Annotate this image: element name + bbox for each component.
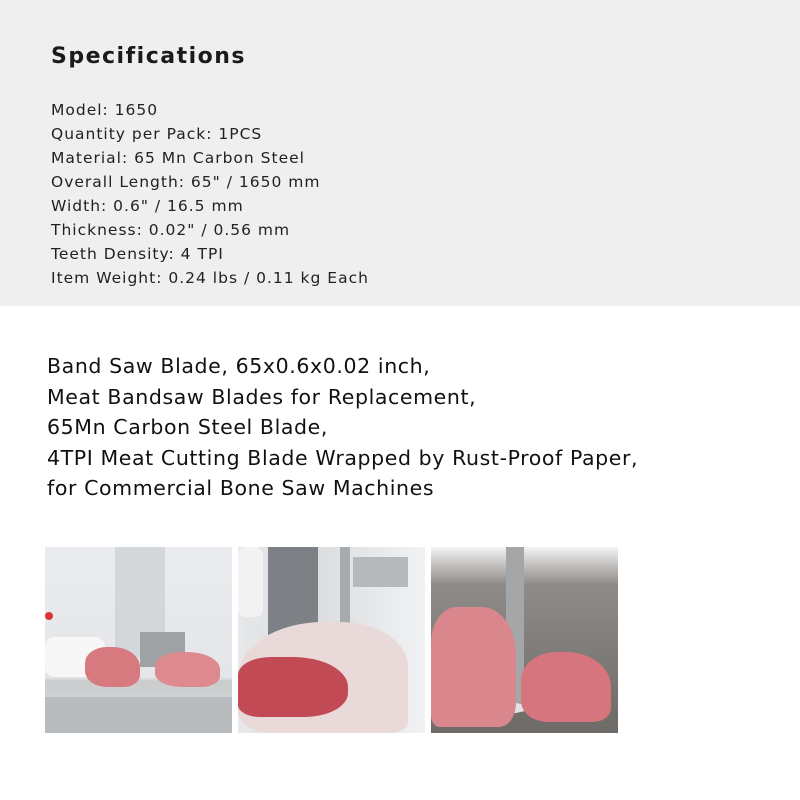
description-line: for Commercial Bone Saw Machines <box>47 476 435 500</box>
spec-material: Material: 65 Mn Carbon Steel <box>51 149 305 167</box>
spec-length: Overall Length: 65" / 1650 mm <box>51 173 321 191</box>
spec-thickness: Thickness: 0.02" / 0.56 mm <box>51 221 291 239</box>
specifications-list <box>51 98 369 290</box>
photo-bandsaw-machine <box>45 547 232 733</box>
photo-cutting-bone <box>238 547 425 733</box>
spec-width: Width: 0.6" / 16.5 mm <box>51 197 244 215</box>
spec-weight: Item Weight: 0.24 lbs / 0.11 kg Each <box>51 269 369 287</box>
spec-model: Model: 1650 <box>51 101 159 119</box>
specifications-title: Specifications <box>51 44 247 69</box>
description-line: 65Mn Carbon Steel Blade, <box>47 415 328 439</box>
description-line: Meat Bandsaw Blades for Replacement, <box>47 384 477 409</box>
description-line: Band Saw Blade, 65x0.6x0.02 inch, <box>47 354 431 378</box>
photo-blade-closeup <box>431 547 618 733</box>
spec-quantity: Quantity per Pack: 1PCS <box>51 125 263 143</box>
description-line: 4TPI Meat Cutting Blade Wrapped by Rust-Proof Paper, <box>47 445 639 470</box>
spec-teeth-density: Teeth Density: 4 TPI <box>51 245 224 263</box>
specifications-panel <box>0 0 800 306</box>
product-description <box>47 351 638 504</box>
